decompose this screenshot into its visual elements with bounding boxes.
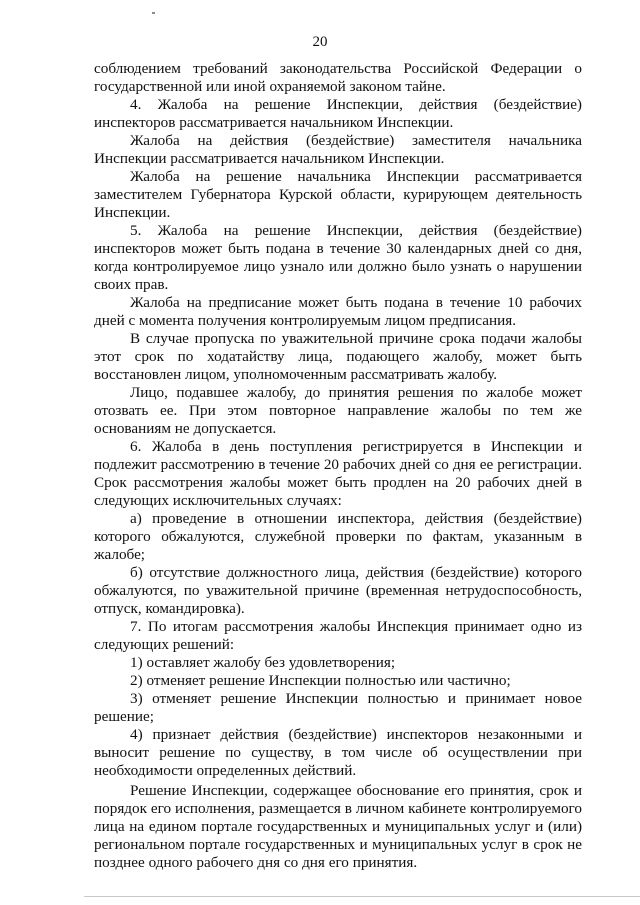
decision-option-4: 4) признает действия (бездействие) инспекторов незаконными и выносит решение по существу, в том числе об осуществлении при необходимости определенных действий. xyxy=(94,726,582,779)
page-number: 20 xyxy=(312,34,328,50)
paragraph-item-5: 5. Жалоба на решение Инспекции, действия (бездействие) инспекторов может быть подана в течение 30 календарных дней со дня, когда контролируемое лицо узнало или должно было узнать о нарушении своих прав. xyxy=(94,222,582,293)
paragraph-item-7: 7. По итогам рассмотрения жалобы Инспекция принимает одно из следующих решений: xyxy=(94,618,582,653)
scan-edge-line xyxy=(84,896,640,897)
paragraph: Жалоба на решение начальника Инспекции рассматривается заместителем Губернатора Курской области, курирующем деятельность Инспекции. xyxy=(94,168,582,221)
paragraph-item-4: 4. Жалоба на решение Инспекции, действия (бездействие) инспекторов рассматривается начальником Инспекции. xyxy=(94,96,582,131)
scan-artifact xyxy=(152,12,155,14)
paragraph: В случае пропуска по уважительной причине срока подачи жалобы этот срок по ходатайству лица, подающего жалобу, может быть восстановлен лицом, уполномоченным рассматривать жалобу. xyxy=(94,330,582,383)
subitem-a: а) проведение в отношении инспектора, действия (бездействие) которого обжалуются, служебной проверки по фактам, указанным в жалобе; xyxy=(94,510,582,563)
paragraph: Жалоба на действия (бездействие) заместителя начальника Инспекции рассматривается начальником Инспекции. xyxy=(94,132,582,167)
paragraph: Жалоба на предписание может быть подана в течение 10 рабочих дней с момента получения контролируемым лицом предписания. xyxy=(94,294,582,329)
subitem-b: б) отсутствие должностного лица, действия (бездействие) которого обжалуются, по уважительной причине (временная нетрудоспособность, отпуск, командировка). xyxy=(94,564,582,617)
paragraph: Лицо, подавшее жалобу, до принятия решения по жалобе может отозвать ее. При этом повторное направление жалобы по тем же основаниям не допускается. xyxy=(94,384,582,437)
paragraph-item-6: 6. Жалоба в день поступления регистрируется в Инспекции и подлежит рассмотрению в течение 20 рабочих дней со дня ее регистрации. Срок рассмотрения жалобы может быть продлен на 20 рабочих дней в следующих исключительных случаях: xyxy=(94,438,582,509)
decision-option-3: 3) отменяет решение Инспекции полностью и принимает новое решение; xyxy=(94,690,582,725)
paragraph-continuation: соблюдением требований законодательства Российской Федерации о государственной или иной охраняемой законом тайне. xyxy=(94,60,582,95)
paragraph-final: Решение Инспекции, содержащее обоснование его принятия, срок и порядок его исполнения, размещается в личном кабинете контролируемого лица на едином портале государственных и муниципальных услуг и (или) региональном портале государственных и муниципальных услуг в срок не позднее одного рабочего дня со дня его принятия. xyxy=(94,782,582,871)
decision-option-1: 1) оставляет жалобу без удовлетворения; xyxy=(130,654,396,671)
decision-option-2: 2) отменяет решение Инспекции полностью или частично; xyxy=(130,672,511,689)
document-body xyxy=(94,60,582,872)
